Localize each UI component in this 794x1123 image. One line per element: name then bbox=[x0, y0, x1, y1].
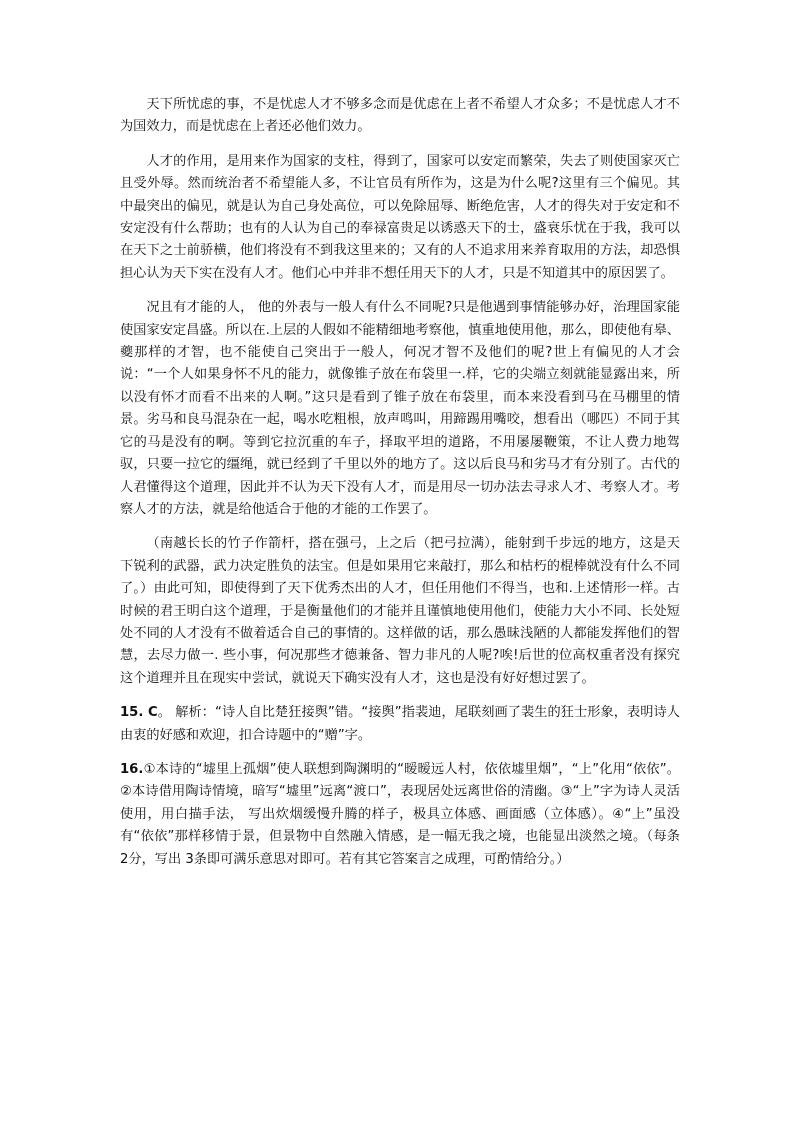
answer-16 bbox=[120, 759, 680, 871]
translation-paragraph-3: 况且有才能的人， 他的外表与一般人有什么不同呢?只是他遇到事情能够办好，治理国家能使国家安定昌盛。所以在.上层的人假如不能精细地考察他，慎重地使用他，那么，即使他有皋、夔那样的才智，也不能使自己突出于一般人，何况才智不及他们的呢?世上有偏见的人才会说：“一个人如果身怀不凡的能力，就像锥子放在布袋里一.样，它的尖端立刻就能显露出来，所以没有怀才而看不出来的人啊。”这只是看到了锥子放在布袋里，而本来没看到马在马棚里的情景。劣马和良马混杂在一起，喝水吃粗根，放声鸣叫，用蹄踢用嘴咬，想看出（哪匹）不同于其它的马是没有的啊。等到它拉沉重的车子，择取平坦的道路，不用屡屡鞭策，不让人费力地驾驭，只要一拉它的缰绳，就已经到了千里以外的地方了。这以后良马和劣马才有分别了。古代的人君懂得这个道理，因此并不认为天下没有人才，而是用尽一切办法去寻求人才、考察人才。考察人才的方法，就是给他适合于他的才能的工作罢了。 bbox=[120, 300, 680, 517]
answer-15-number: 15. C bbox=[120, 705, 158, 721]
answer-16-number: 16. bbox=[120, 761, 144, 777]
translation-paragraph-4: （南越长长的竹子作箭杆，搭在强弓，上之后（把弓拉满），能射到千步远的地方，这是天下锐利的武器，武力决定胜负的法宝。但是如果用它来敲打，那么和枯朽的棍棒就没有什么不同了。）由此可知，即使得到了天下优秀杰出的人才，但任用他们不得当，也和.上述情形一样。古时候的君王明白这个道理，于是衡量他们的才能并且谨慎地使用他们，使能力大小不同、长处短处不同的人才没有不做着适合自己的事情的。这样做的话，那么愚昧浅陋的人都能发挥他们的智慧，去尽力做一. 些小事，何况那些才德兼备、智力非凡的人呢?唉!后世的位高权重者没有探究这个道理并且在现实中尝试，就说天下确实没有人才，这也是没有好好想过罢了。 bbox=[120, 536, 680, 686]
answer-16-text: ①本诗的“墟里上孤烟”使人联想到陶渊明的“暧暧远人村，依依墟里烟”，“上”化用“依依”。②本诗借用陶诗情境，暗写“墟里”远离“渡口”，表现居处远离世俗的清幽。③“上”字为诗人灵活使用，用白描手法， 写出炊烟缓慢升腾的样子，极具立体感、画面感（立体感）。④“上”虽没有“依依”那样移情于景，但景物中自然融入情感，是一幅无我之境，也能显出淡然之境。（每条 2分，写出 3条即可满乐意思对即可。若有其它答案言之成理，可酌情给分。） bbox=[120, 761, 680, 867]
translation-paragraph-2: 人才的作用，是用来作为国家的支柱，得到了，国家可以安定而繁荣，失去了则使国家灭亡且受外辱。然而统治者不希望能人多，不让官员有所作为，这是为什么呢?这里有三个偏见。其中最突出的偏见，就是认为自己身处高位，可以免除屈辱、断绝危害，人才的得失对于安定和不安定没有什么帮助；也有的人认为自己的奉禄富贵足以诱惑天下的士，盛衰乐忧在于我，我可以在天下之士前骄横，他们将没有不到我这里来的；又有的人不追求用来养育取用的方法，却恐惧担心认为天下实在没有人才。他们心中并非不想任用天下的人才，只是不知道其中的原因罢了。 bbox=[120, 153, 680, 281]
answer-15-text: 。 解析：“诗人自比楚狂接舆”错。“接舆”指裴迪，尾联刻画了裴生的狂士形象，表明诗人由衷的好感和欢迎，扣合诗题中的“赠”字。 bbox=[120, 705, 680, 743]
document-page bbox=[120, 94, 680, 883]
answer-15 bbox=[120, 702, 680, 747]
translation-paragraph-1: 天下所忧虑的事，不是忧虑人才不够多念而是优虑在上者不希望人才众多；不是忧虑人才不为国效力，而是忧虑在上者还必他们效力。 bbox=[120, 97, 680, 135]
